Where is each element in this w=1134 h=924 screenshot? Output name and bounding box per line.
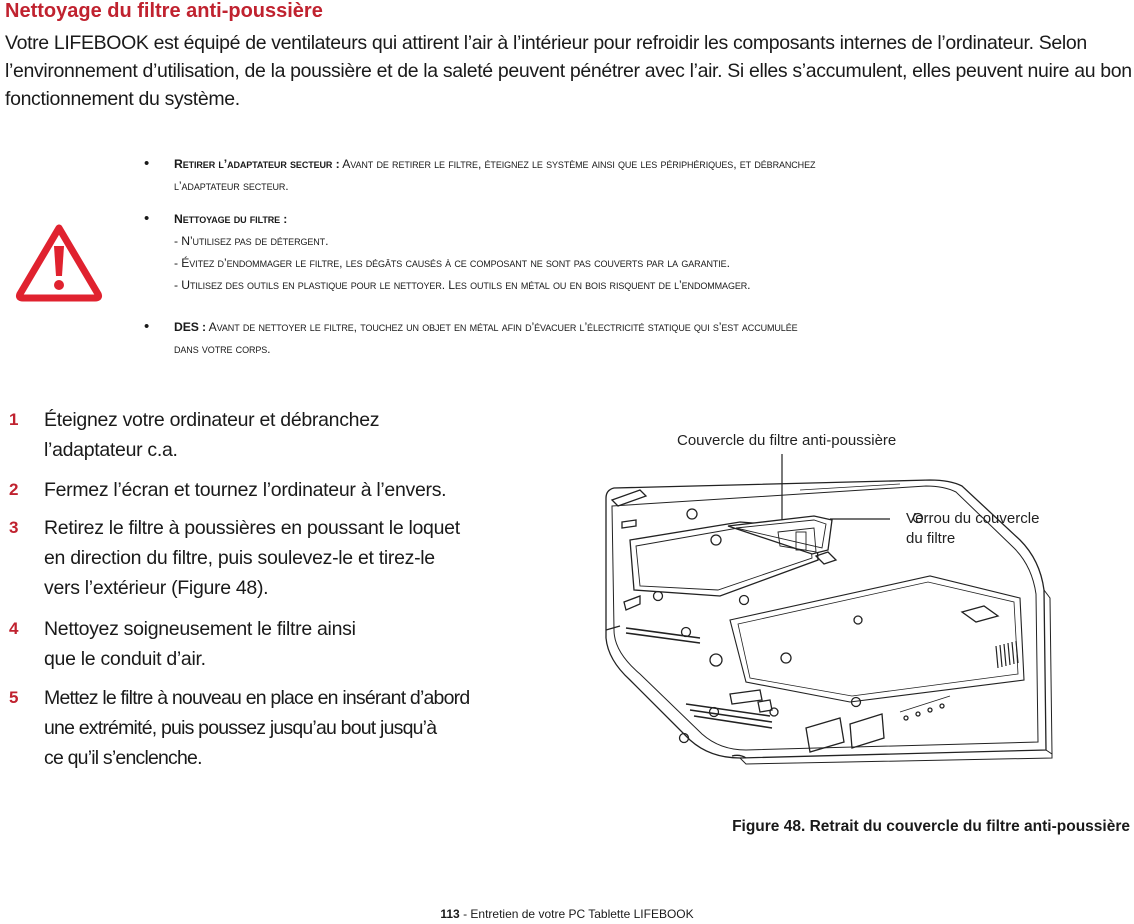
bullet-text: - N’utilisez pas de détergent. xyxy=(174,234,329,248)
step-item xyxy=(5,683,585,773)
step-number: 2 xyxy=(9,480,19,499)
step-text: ce qu’il s’enclenche. xyxy=(44,747,202,769)
step-number: 4 xyxy=(9,619,19,638)
step-text: que le conduit d’air. xyxy=(44,648,206,670)
step-text: en direction du filtre, puis soulevez-le et tirez-le xyxy=(44,547,435,569)
bullet-text: - Évitez d’endommager le filtre, les dégâts causés à ce composant ne sont pas couverts par la garantie. xyxy=(174,256,730,270)
bullet-label: Retirer l’adaptateur secteur : xyxy=(174,157,340,171)
intro-paragraph: Votre LIFEBOOK est équipé de ventilateurs qui attirent l’air à l’intérieur pour refroidir les composants internes de l’ordinateur. Selon l’environnement d’utilisation, de la poussière et de la saleté peuvent pénétrer avec l’air. Si elles s’accumulent, elles peuvent nuire au bon fonctionnement du système. xyxy=(5,32,1132,110)
bullet-text: Avant de retirer le filtre, éteignez le système ainsi que les périphériques, et débranchez xyxy=(342,157,816,171)
label-latch-line: du filtre xyxy=(906,530,956,547)
bullet-label: Nettoyage du filtre : xyxy=(174,212,288,226)
step-item xyxy=(5,614,585,674)
bullet-label: DES : xyxy=(174,320,207,334)
step-text: Éteignez votre ordinateur et débranchez xyxy=(44,409,380,431)
warning-bullet-cleaning xyxy=(144,208,1134,300)
page-footer xyxy=(0,907,1134,921)
bullet-dot: • xyxy=(144,318,150,335)
label-latch-line: Verrou du couvercle xyxy=(906,510,1040,527)
figure-caption: Figure 48. Retrait du couvercle du filtre anti-poussière xyxy=(732,818,1130,835)
warning-bullet-adapter xyxy=(144,153,1134,199)
page-number: 113 xyxy=(440,907,460,921)
step-item xyxy=(5,513,585,603)
section-title: Nettoyage du filtre anti-poussière xyxy=(5,0,323,22)
bullet-text: l’adaptateur secteur. xyxy=(174,179,289,193)
step-text: une extrémité, puis poussez jusqu’au bout jusqu’à xyxy=(44,717,437,739)
warning-triangle-icon xyxy=(14,222,104,302)
step-text: Retirez le filtre à poussières en poussant le loquet xyxy=(44,517,460,539)
step-item xyxy=(5,475,585,505)
warning-bullet-esd xyxy=(144,316,1134,362)
bullet-dot: • xyxy=(144,155,150,172)
laptop-underside-illustration xyxy=(600,420,1134,770)
step-item xyxy=(5,405,585,465)
bullet-text: - Utilisez des outils en plastique pour le nettoyer. Les outils en métal ou en bois risquent de l’endommager. xyxy=(174,278,751,292)
step-text: Nettoyez soigneusement le filtre ainsi xyxy=(44,618,356,640)
bullet-text: dans votre corps. xyxy=(174,342,271,356)
step-text: vers l’extérieur (Figure 48). xyxy=(44,577,269,599)
footer-text: - Entretien de votre PC Tablette LIFEBOOK xyxy=(459,907,694,921)
bullet-text: Avant de nettoyer le filtre, touchez un objet en métal afin d’évacuer l’électricité statique qui s’est accumulée xyxy=(208,320,798,334)
bullet-dot: • xyxy=(144,210,150,227)
step-text: Fermez l’écran et tournez l’ordinateur à l’envers. xyxy=(44,479,447,501)
step-text: l’adaptateur c.a. xyxy=(44,439,178,461)
step-number: 1 xyxy=(9,410,19,429)
step-number: 5 xyxy=(9,688,19,707)
step-number: 3 xyxy=(9,518,19,537)
label-filter-cover: Couvercle du filtre anti-poussière xyxy=(677,432,897,449)
step-text: Mettez le filtre à nouveau en place en insérant d’abord xyxy=(44,687,470,709)
